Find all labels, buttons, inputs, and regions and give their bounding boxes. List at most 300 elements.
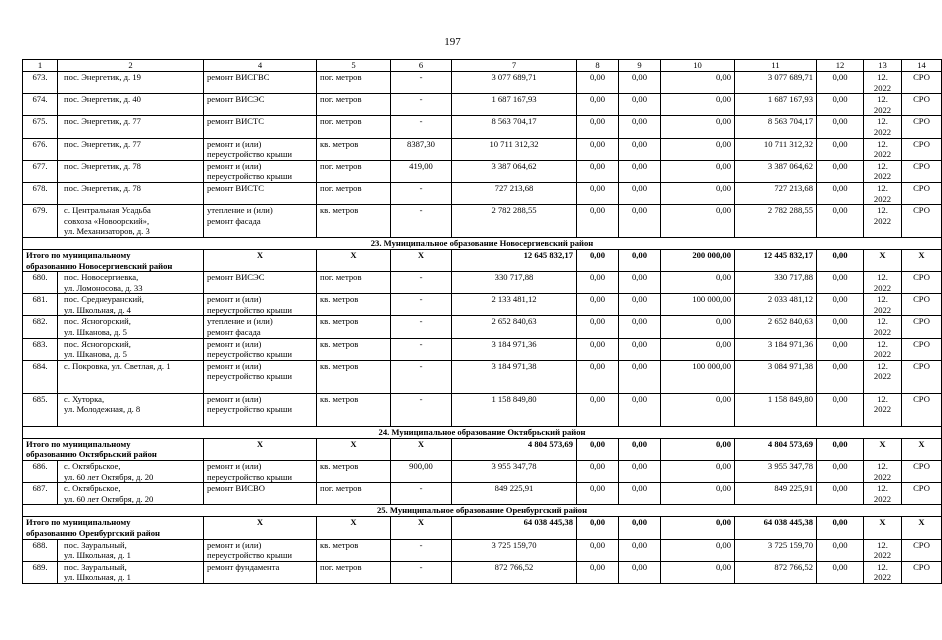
- table-cell: 0,00: [661, 461, 735, 483]
- column-header: 9: [619, 60, 661, 72]
- table-cell: 872 766,52: [735, 561, 817, 583]
- table-cell: 3 725 159,70: [735, 539, 817, 561]
- total-label: Итого по муниципальному образованию Оренбургский район: [23, 517, 204, 539]
- table-cell: 3 184 971,36: [735, 338, 817, 360]
- table-cell: -: [391, 483, 452, 505]
- table-cell: 0,00: [661, 182, 735, 204]
- table-cell: 0,00: [619, 116, 661, 138]
- table-cell: 3 084 971,38: [735, 360, 817, 393]
- table-cell: 12. 2022: [864, 338, 902, 360]
- table-cell: 3 387 064,62: [735, 160, 817, 182]
- table-cell: пос. Зауральный, ул. Школьная, д. 1: [58, 561, 204, 583]
- table-cell: 8 563 704,17: [452, 116, 577, 138]
- section-title: 25. Муниципальное образование Оренбургский район: [23, 505, 942, 517]
- table-cell: ремонт ВИСВО: [204, 483, 317, 505]
- total-row: [23, 517, 942, 539]
- table-cell: 0,00: [817, 272, 864, 294]
- table-cell: 0,00: [661, 160, 735, 182]
- table-cell: кв. метров: [317, 360, 391, 393]
- table-cell: 0,00: [577, 360, 619, 393]
- table-cell: пос. Энергетик, д. 77: [58, 116, 204, 138]
- total-cell: 64 038 445,38: [735, 517, 817, 539]
- table-row: [23, 72, 942, 94]
- table-row: [23, 561, 942, 583]
- table-cell: 0,00: [817, 393, 864, 426]
- table-cell: 0,00: [661, 393, 735, 426]
- table-cell: 12. 2022: [864, 461, 902, 483]
- total-cell: 12 645 832,17: [452, 249, 577, 271]
- table-cell: 686.: [23, 461, 58, 483]
- total-cell: 0,00: [619, 517, 661, 539]
- table-row: [23, 160, 942, 182]
- table-cell: пог. метров: [317, 116, 391, 138]
- table-cell: 0,00: [577, 138, 619, 160]
- section-title: 24. Муниципальное образование Октябрьский район: [23, 426, 942, 438]
- table-cell: 0,00: [619, 138, 661, 160]
- table-cell: 673.: [23, 72, 58, 94]
- column-header: 14: [902, 60, 942, 72]
- table-cell: 0,00: [619, 294, 661, 316]
- table-cell: пос. Энергетик, д. 19: [58, 72, 204, 94]
- table-cell: 0,00: [619, 72, 661, 94]
- table-cell: -: [391, 561, 452, 583]
- table-cell: пос. Энергетик, д. 78: [58, 160, 204, 182]
- table-cell: 419,00: [391, 160, 452, 182]
- total-cell: 12 445 832,17: [735, 249, 817, 271]
- table-cell: 0,00: [577, 393, 619, 426]
- table-cell: 10 711 312,32: [735, 138, 817, 160]
- table-cell: -: [391, 294, 452, 316]
- table-cell: 330 717,88: [735, 272, 817, 294]
- page-number: 197: [444, 36, 461, 48]
- total-cell: 0,00: [661, 438, 735, 460]
- table-cell: с. Хуторка, ул. Молодежная, д. 8: [58, 393, 204, 426]
- table-cell: 0,00: [817, 116, 864, 138]
- total-cell: 4 804 573,69: [735, 438, 817, 460]
- total-cell: 0,00: [577, 438, 619, 460]
- table-cell: 12. 2022: [864, 393, 902, 426]
- table-cell: с. Октябрьское, ул. 60 лет Октября, д. 20: [58, 483, 204, 505]
- table-cell: СРО: [902, 539, 942, 561]
- total-cell: 0,00: [661, 517, 735, 539]
- table-cell: ремонт ВИСТС: [204, 116, 317, 138]
- table-cell: ремонт и (или) переустройство крыши: [204, 360, 317, 393]
- table-cell: -: [391, 539, 452, 561]
- table-cell: ремонт и (или) переустройство крыши: [204, 138, 317, 160]
- total-cell: Х: [864, 249, 902, 271]
- table-cell: СРО: [902, 360, 942, 393]
- table-cell: 0,00: [619, 272, 661, 294]
- total-cell: Х: [864, 438, 902, 460]
- table-cell: 682.: [23, 316, 58, 338]
- total-cell: Х: [391, 438, 452, 460]
- table-cell: 0,00: [817, 138, 864, 160]
- table-cell: 0,00: [619, 539, 661, 561]
- table-cell: 0,00: [619, 561, 661, 583]
- table-cell: 3 184 971,36: [452, 338, 577, 360]
- total-cell: Х: [902, 249, 942, 271]
- table-row: [23, 272, 942, 294]
- table-cell: 12. 2022: [864, 539, 902, 561]
- table-cell: 0,00: [577, 160, 619, 182]
- total-cell: 0,00: [577, 249, 619, 271]
- table-body: [23, 60, 942, 584]
- table-cell: пог. метров: [317, 272, 391, 294]
- table-cell: ремонт и (или) переустройство крыши: [204, 393, 317, 426]
- table-cell: утепление и (или) ремонт фасада: [204, 316, 317, 338]
- table-cell: 0,00: [661, 116, 735, 138]
- table-cell: кв. метров: [317, 393, 391, 426]
- table-cell: 1 158 849,80: [735, 393, 817, 426]
- total-cell: Х: [317, 249, 391, 271]
- column-header: 7: [452, 60, 577, 72]
- table-cell: 12. 2022: [864, 182, 902, 204]
- table-cell: пос. Энергетик, д. 77: [58, 138, 204, 160]
- table-cell: 2 652 840,63: [735, 316, 817, 338]
- table-row: [23, 116, 942, 138]
- table-cell: 675.: [23, 116, 58, 138]
- table-cell: кв. метров: [317, 461, 391, 483]
- table-cell: кв. метров: [317, 205, 391, 238]
- table-cell: 1 687 167,93: [452, 94, 577, 116]
- table-cell: 0,00: [619, 205, 661, 238]
- table-cell: 3 077 689,71: [735, 72, 817, 94]
- table-cell: 679.: [23, 205, 58, 238]
- table-cell: СРО: [902, 138, 942, 160]
- table-row: [23, 94, 942, 116]
- table-cell: 12. 2022: [864, 561, 902, 583]
- table-cell: СРО: [902, 561, 942, 583]
- table-cell: -: [391, 338, 452, 360]
- table-cell: СРО: [902, 461, 942, 483]
- table-cell: ремонт и (или) переустройство крыши: [204, 338, 317, 360]
- table-cell: 0,00: [619, 94, 661, 116]
- table-cell: -: [391, 272, 452, 294]
- table-cell: пос. Среднеуранский, ул. Школьная, д. 4: [58, 294, 204, 316]
- table-cell: кв. метров: [317, 316, 391, 338]
- table-cell: 0,00: [619, 160, 661, 182]
- column-header: 6: [391, 60, 452, 72]
- table-cell: кв. метров: [317, 138, 391, 160]
- column-header: 1: [23, 60, 58, 72]
- table-cell: пог. метров: [317, 483, 391, 505]
- total-cell: Х: [391, 517, 452, 539]
- table-cell: -: [391, 72, 452, 94]
- table-cell: 0,00: [817, 182, 864, 204]
- total-cell: 0,00: [619, 249, 661, 271]
- table-cell: 12. 2022: [864, 272, 902, 294]
- table-cell: 3 955 347,78: [735, 461, 817, 483]
- table-cell: ремонт и (или) переустройство крыши: [204, 160, 317, 182]
- table-cell: 683.: [23, 338, 58, 360]
- table-row: [23, 483, 942, 505]
- section-heading-row: [23, 505, 942, 517]
- table-cell: 0,00: [817, 205, 864, 238]
- table-cell: пог. метров: [317, 561, 391, 583]
- table-cell: СРО: [902, 338, 942, 360]
- table-cell: 727 213,68: [452, 182, 577, 204]
- section-heading-row: [23, 237, 942, 249]
- table-cell: 681.: [23, 294, 58, 316]
- table-cell: СРО: [902, 72, 942, 94]
- table-cell: -: [391, 316, 452, 338]
- table-cell: 0,00: [661, 94, 735, 116]
- table-row: [23, 338, 942, 360]
- table-cell: 100 000,00: [661, 294, 735, 316]
- total-cell: 64 038 445,38: [452, 517, 577, 539]
- table-cell: 0,00: [577, 272, 619, 294]
- table-cell: 2 133 481,12: [452, 294, 577, 316]
- table-cell: 8 563 704,17: [735, 116, 817, 138]
- table-cell: ремонт и (или) переустройство крыши: [204, 461, 317, 483]
- table-cell: 900,00: [391, 461, 452, 483]
- table-cell: 0,00: [577, 116, 619, 138]
- table-cell: 330 717,88: [452, 272, 577, 294]
- table-cell: 12. 2022: [864, 294, 902, 316]
- table-cell: 849 225,91: [452, 483, 577, 505]
- table-cell: 0,00: [577, 461, 619, 483]
- table-cell: 2 652 840,63: [452, 316, 577, 338]
- total-cell: 0,00: [817, 438, 864, 460]
- table-cell: 0,00: [661, 205, 735, 238]
- total-label: Итого по муниципальному образованию Октябрьский район: [23, 438, 204, 460]
- table-row: [23, 461, 942, 483]
- table-cell: 0,00: [817, 294, 864, 316]
- table-cell: 8387,30: [391, 138, 452, 160]
- table-cell: 0,00: [817, 561, 864, 583]
- table-cell: 0,00: [661, 561, 735, 583]
- table-row: [23, 539, 942, 561]
- table-cell: 12. 2022: [864, 138, 902, 160]
- table-cell: 0,00: [661, 316, 735, 338]
- table-cell: 2 782 288,55: [452, 205, 577, 238]
- table-cell: ремонт ВИСТС: [204, 182, 317, 204]
- table-cell: 685.: [23, 393, 58, 426]
- table-cell: ремонт ВИСГВС: [204, 72, 317, 94]
- table-cell: 3 725 159,70: [452, 539, 577, 561]
- table-cell: 0,00: [817, 461, 864, 483]
- table-cell: 0,00: [619, 393, 661, 426]
- table-cell: 0,00: [577, 561, 619, 583]
- table-cell: 10 711 312,32: [452, 138, 577, 160]
- total-cell: 4 804 573,69: [452, 438, 577, 460]
- table-cell: 12. 2022: [864, 94, 902, 116]
- table-cell: 0,00: [577, 182, 619, 204]
- table-cell: 0,00: [619, 483, 661, 505]
- table-cell: 684.: [23, 360, 58, 393]
- table-cell: 689.: [23, 561, 58, 583]
- table-cell: СРО: [902, 182, 942, 204]
- total-cell: Х: [204, 438, 317, 460]
- total-cell: Х: [317, 438, 391, 460]
- total-row: [23, 438, 942, 460]
- table-cell: 727 213,68: [735, 182, 817, 204]
- table-cell: 0,00: [577, 539, 619, 561]
- column-header: 4: [204, 60, 317, 72]
- table-cell: -: [391, 393, 452, 426]
- table-cell: 680.: [23, 272, 58, 294]
- table-cell: 0,00: [661, 72, 735, 94]
- table-cell: 687.: [23, 483, 58, 505]
- table-cell: СРО: [902, 483, 942, 505]
- column-header: 2: [58, 60, 204, 72]
- table-cell: СРО: [902, 272, 942, 294]
- table-cell: с. Покровка, ул. Светлая, д. 1: [58, 360, 204, 393]
- table-cell: 0,00: [619, 461, 661, 483]
- column-header: 8: [577, 60, 619, 72]
- table-row: [23, 316, 942, 338]
- table-cell: СРО: [902, 94, 942, 116]
- table-cell: 100 000,00: [661, 360, 735, 393]
- table-row: [23, 205, 942, 238]
- table-cell: 674.: [23, 94, 58, 116]
- table-cell: 0,00: [577, 72, 619, 94]
- table-cell: 0,00: [577, 338, 619, 360]
- column-header: 10: [661, 60, 735, 72]
- table-cell: 2 782 288,55: [735, 205, 817, 238]
- table-cell: ремонт и (или) переустройство крыши: [204, 539, 317, 561]
- table-cell: 0,00: [661, 138, 735, 160]
- column-header: 11: [735, 60, 817, 72]
- table-cell: пог. метров: [317, 182, 391, 204]
- table-cell: СРО: [902, 294, 942, 316]
- total-cell: Х: [204, 249, 317, 271]
- table-cell: 0,00: [817, 539, 864, 561]
- total-cell: Х: [204, 517, 317, 539]
- table-cell: с. Октябрьское, ул. 60 лет Октября, д. 20: [58, 461, 204, 483]
- table-cell: -: [391, 205, 452, 238]
- table-cell: -: [391, 182, 452, 204]
- table-cell: 0,00: [817, 338, 864, 360]
- table-cell: 677.: [23, 160, 58, 182]
- table-cell: 0,00: [817, 160, 864, 182]
- table-cell: СРО: [902, 205, 942, 238]
- table-cell: 688.: [23, 539, 58, 561]
- table-cell: 0,00: [577, 294, 619, 316]
- table-cell: пог. метров: [317, 160, 391, 182]
- table-cell: кв. метров: [317, 539, 391, 561]
- table-cell: пос. Новосергиевка, ул. Ломоносова, д. 33: [58, 272, 204, 294]
- table-cell: СРО: [902, 316, 942, 338]
- table-cell: 1 687 167,93: [735, 94, 817, 116]
- table-row: [23, 360, 942, 393]
- table-cell: пос. Энергетик, д. 78: [58, 182, 204, 204]
- total-cell: Х: [391, 249, 452, 271]
- table-cell: 678.: [23, 182, 58, 204]
- table-cell: 1 158 849,80: [452, 393, 577, 426]
- table-cell: 676.: [23, 138, 58, 160]
- table-cell: ремонт ВИСЭС: [204, 272, 317, 294]
- table-cell: 0,00: [577, 205, 619, 238]
- table-cell: кв. метров: [317, 294, 391, 316]
- table-row: [23, 393, 942, 426]
- table-cell: кв. метров: [317, 338, 391, 360]
- table-cell: 3 077 689,71: [452, 72, 577, 94]
- table-cell: 12. 2022: [864, 72, 902, 94]
- total-cell: Х: [902, 438, 942, 460]
- table-cell: 0,00: [817, 483, 864, 505]
- table-cell: 12. 2022: [864, 483, 902, 505]
- table-cell: пос. Энергетик, д. 40: [58, 94, 204, 116]
- table-cell: 3 387 064,62: [452, 160, 577, 182]
- table-cell: 12. 2022: [864, 316, 902, 338]
- table-cell: -: [391, 94, 452, 116]
- total-cell: 200 000,00: [661, 249, 735, 271]
- column-header: 5: [317, 60, 391, 72]
- table-cell: 0,00: [817, 360, 864, 393]
- table-cell: с. Центральная Усадьба совхоза «Новоорский», ул. Механизаторов, д. 3: [58, 205, 204, 238]
- table-cell: пог. метров: [317, 94, 391, 116]
- capital-repair-table: [22, 59, 942, 584]
- table-cell: пос. Ясногорский, ул. Шканова, д. 5: [58, 316, 204, 338]
- total-cell: Х: [864, 517, 902, 539]
- table-cell: 3 184 971,38: [452, 360, 577, 393]
- table-cell: утепление и (или) ремонт фасада: [204, 205, 317, 238]
- table-cell: -: [391, 116, 452, 138]
- table-cell: СРО: [902, 160, 942, 182]
- table-cell: СРО: [902, 116, 942, 138]
- table-cell: 0,00: [577, 483, 619, 505]
- total-cell: Х: [317, 517, 391, 539]
- column-header: 13: [864, 60, 902, 72]
- table-cell: 872 766,52: [452, 561, 577, 583]
- table-row: [23, 182, 942, 204]
- table-cell: пог. метров: [317, 72, 391, 94]
- table-cell: 0,00: [817, 72, 864, 94]
- table-cell: 0,00: [577, 94, 619, 116]
- table-cell: 0,00: [817, 316, 864, 338]
- table-cell: 0,00: [619, 338, 661, 360]
- table-row: [23, 138, 942, 160]
- total-cell: 0,00: [817, 249, 864, 271]
- table-cell: 3 955 347,78: [452, 461, 577, 483]
- table-cell: ремонт ВИСЭС: [204, 94, 317, 116]
- table-cell: 0,00: [661, 483, 735, 505]
- total-row: [23, 249, 942, 271]
- table-cell: 12. 2022: [864, 360, 902, 393]
- table-cell: 849 225,91: [735, 483, 817, 505]
- table-cell: 0,00: [817, 94, 864, 116]
- total-label: Итого по муниципальному образованию Новосергиевский район: [23, 249, 204, 271]
- table-cell: 0,00: [577, 316, 619, 338]
- table-cell: 12. 2022: [864, 160, 902, 182]
- table-cell: пос. Ясногорский, ул. Шканова, д. 5: [58, 338, 204, 360]
- table-cell: 0,00: [619, 182, 661, 204]
- table-cell: -: [391, 360, 452, 393]
- total-cell: Х: [902, 517, 942, 539]
- table-cell: 0,00: [661, 272, 735, 294]
- section-title: 23. Муниципальное образование Новосергиевский район: [23, 237, 942, 249]
- table-cell: 12. 2022: [864, 205, 902, 238]
- table-cell: СРО: [902, 393, 942, 426]
- table-cell: ремонт фундамента: [204, 561, 317, 583]
- total-cell: 0,00: [817, 517, 864, 539]
- table-row: [23, 294, 942, 316]
- table-cell: 0,00: [619, 360, 661, 393]
- table-cell: 0,00: [661, 338, 735, 360]
- table-cell: 0,00: [661, 539, 735, 561]
- table-cell: ремонт и (или) переустройство крыши: [204, 294, 317, 316]
- table-cell: пос. Зауральный, ул. Школьная, д. 1: [58, 539, 204, 561]
- column-header-row: [23, 60, 942, 72]
- column-header: 12: [817, 60, 864, 72]
- total-cell: 0,00: [577, 517, 619, 539]
- table-cell: 0,00: [619, 316, 661, 338]
- table-cell: 12. 2022: [864, 116, 902, 138]
- total-cell: 0,00: [619, 438, 661, 460]
- section-heading-row: [23, 426, 942, 438]
- table-cell: 2 033 481,12: [735, 294, 817, 316]
